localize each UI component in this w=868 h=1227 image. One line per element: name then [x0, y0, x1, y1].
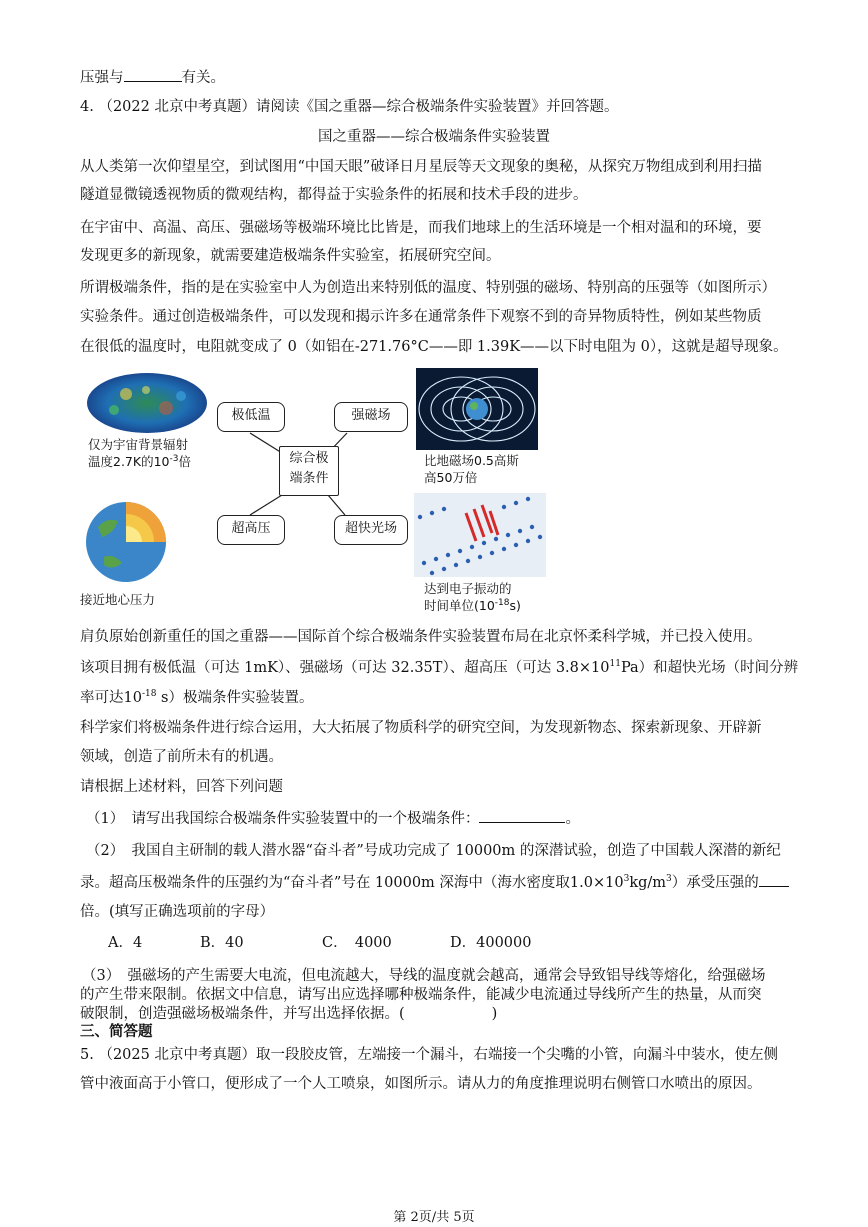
sub-question-2-line: 录。超高压极端条件的压强约为“奋斗者”号在 10000m 深海中（海水密度取$1.0\times 10^3kg/m^3$）承受压强的: [80, 872, 789, 893]
earth-caption: 接近地心压力: [80, 592, 156, 607]
sub-question-2: （2） 我国自主研制的载人潜水器“奋斗者”号成功完成了 10000m 的深潜试验，创造了中国载人深潜的新纪: [86, 843, 781, 859]
questions-prompt: 请根据上述材料，回答下列问题: [80, 779, 283, 795]
paragraph-line: 领域，创造了前所未有的机遇。: [80, 749, 283, 765]
paragraph-line: 该项目拥有极低温（可达 1mK）、强磁场（可达 32.35T）、超高压（可达 $3.8\times 10^{11}Pa$）和超快光场（时间分辨: [80, 659, 799, 676]
paragraph-line: 实验条件。通过创造极端条件，可以发现和揭示许多在通常条件下观察不到的奇异物质特性，例如某些物质: [80, 309, 762, 325]
q4-header: 4. （2022 北京中考真题）请阅读《国之重器—综合极端条件实验装置》并回答题。: [80, 99, 619, 115]
high-pressure-box: 超高压: [217, 515, 285, 545]
paragraph-line: 率可达$10^{-18}$ s）极端条件实验装置。: [80, 689, 314, 706]
paragraph-line: 在宇宙中、高温、高压、强磁场等极端环境比比皆是，而我们地球上的生活环境是一个相对温和的环境，要: [80, 220, 762, 236]
sub-question-3-line: 破限制，创造强磁场极端条件，并写出选择依据。( ): [80, 1006, 498, 1022]
sub-question-2-line: 倍。(填写正确选项前的字母）: [80, 904, 275, 920]
strong-mag-box: 强磁场: [334, 402, 408, 432]
sub-question-1: （1） 请写出我国综合极端条件实验装置中的一个极端条件： 。: [86, 808, 580, 829]
article-title: 国之重器——综合极端条件实验装置: [318, 129, 550, 145]
option-a: A．4: [108, 935, 143, 951]
sub-question-3: （3） 强磁场的产生需要大电流，但电流越大，导线的温度就会越高，通常会导致铝导线等熔化，给强磁场: [82, 968, 766, 984]
earth-core-image: [84, 497, 170, 587]
magnetic-field-image: [416, 368, 538, 450]
mag-caption: 比地磁场0.5高斯 高50万倍: [424, 453, 519, 485]
sub-question-3-line: 的产生带来限制。依据文中信息，请写出应选择哪种极端条件，能减少电流通过导线所产生的热量，从而突: [80, 987, 762, 1003]
paragraph-line: 在很低的温度时，电阻就变成了 0（如铝在-271.76°C——即 1.39K——以下时电阻为 0），这就是超导现象。: [80, 339, 788, 355]
paragraph-line: 肩负原始创新重任的国之重器——国际首个综合极端条件实验装置布局在北京怀柔科学城，并已投入使用。: [80, 629, 762, 645]
answer-blank: [124, 67, 182, 82]
option-c: C． 4000: [322, 935, 392, 951]
cmb-caption: 仅为宇宙背景辐射 温度2.7K的$10^{-3}$倍: [88, 437, 191, 469]
q5-line: 管中液面高于小管口，便形成了一个人工喷泉，如图所示。请从力的角度推理说明右侧管口水喷出的原因。: [80, 1076, 762, 1092]
low-temp-box: 极低温: [217, 402, 285, 432]
center-box: 综合极端条件: [279, 446, 339, 496]
fast-caption: 达到电子振动的 时间单位$(10^{-18}s)$: [424, 581, 521, 613]
answer-blank: [479, 808, 565, 823]
option-d: D．400000: [450, 935, 532, 951]
paragraph-line: 科学家们将极端条件进行综合运用，大大拓展了物质科学的研究空间，为发现新物态、探索新现象、开辟新: [80, 720, 762, 736]
paragraph-line: 所谓极端条件，指的是在实验室中人为创造出来特别低的温度、特别强的磁场、特别高的压强等（如图所示）: [80, 280, 776, 296]
intro-line: 压强与 有关。: [80, 67, 225, 88]
page-footer: 第 2页/共 5页: [393, 1210, 475, 1225]
cmb-map-image: [86, 372, 208, 434]
q5-line: 5. （2025 北京中考真题）取一段胶皮管，左端接一个漏斗，右端接一个尖嘴的小管，向漏斗中装水，使左侧: [80, 1047, 778, 1063]
paragraph-line: 隧道显微镜透视物质的微观结构，都得益于实验条件的拓展和技术手段的进步。: [80, 187, 588, 203]
answer-blank: [759, 872, 789, 887]
paragraph-line: 发现更多的新现象，就需要建造极端条件实验室，拓展研究空间。: [80, 248, 501, 264]
option-b: B．40: [200, 935, 244, 951]
ultrafast-lattice-image: [414, 493, 546, 577]
section-heading: 三、简答题: [80, 1024, 153, 1040]
paragraph-line: 从人类第一次仰望星空，到试图用“中国天眼”破译日月星辰等天文现象的奥秘，从探究万物组成到利用扫描: [80, 159, 762, 175]
ultrafast-box: 超快光场: [334, 515, 408, 545]
